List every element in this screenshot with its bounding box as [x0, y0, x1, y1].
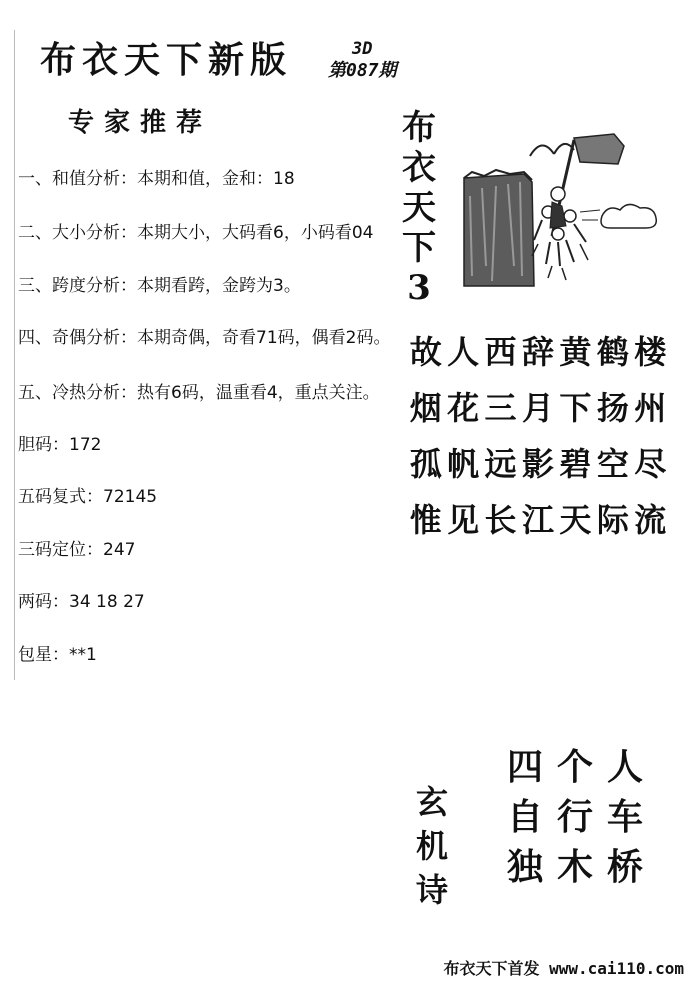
xuanji-char: 人 [606, 746, 643, 788]
poem-char: 黄 [559, 333, 592, 371]
xuanji-char: 桥 [606, 846, 643, 888]
poem-char: 天 [559, 501, 592, 539]
poem-char: 故 [409, 333, 442, 371]
poem-char: 尽 [634, 445, 667, 483]
xuanji-char: 车 [606, 796, 643, 838]
pick-star: 包星：**1 [18, 645, 97, 665]
issue-number [328, 38, 397, 82]
poem-char: 影 [521, 445, 554, 483]
poem-char: 扬 [596, 389, 629, 427]
right-title [395, 108, 443, 308]
pick-dan: 胆码：172 [18, 435, 102, 455]
xuanji-char: 木 [556, 846, 593, 888]
poem-char: 长 [484, 501, 517, 539]
xuanji-label [414, 780, 450, 912]
poem-char: 楼 [634, 333, 667, 371]
issue-game: 3D [352, 39, 373, 59]
poem-char: 花 [447, 389, 480, 427]
poem-char: 见 [447, 501, 480, 539]
poem-char: 际 [596, 501, 629, 539]
poem-char: 人 [447, 333, 480, 371]
right-title-char: 布 [402, 108, 436, 148]
right-title-char: 衣 [402, 148, 436, 188]
pick-three: 三码定位：247 [18, 540, 136, 560]
right-title-char: 天 [402, 188, 436, 228]
poem-char: 州 [634, 389, 667, 427]
poem-char: 流 [634, 501, 667, 539]
poem-char: 鹤 [596, 333, 629, 371]
poem-char: 月 [521, 389, 554, 427]
poem-grid [407, 326, 669, 546]
page-subtitle: 专家推荐 [68, 108, 213, 138]
footer-source: 布衣天下首发 www.cai110.com [443, 959, 684, 978]
poem-char: 远 [484, 445, 517, 483]
xuanji-char: 行 [556, 796, 593, 838]
poem-char: 空 [596, 445, 629, 483]
xuanji-label-char: 机 [415, 827, 448, 865]
xuanji-char: 自 [506, 796, 543, 838]
poem-char: 下 [559, 389, 592, 427]
xuanji-label-char: 诗 [415, 871, 448, 909]
right-title-char: 下 [402, 228, 436, 268]
xuanji-char: 独 [506, 846, 543, 888]
analysis-size: 二、大小分析：本期大小，大码看6，小码看04 [18, 223, 374, 243]
poem-char: 惟 [409, 501, 442, 539]
poem-char: 烟 [409, 389, 442, 427]
issue-period: 第087期 [328, 60, 397, 81]
xuanji-label-char: 玄 [415, 783, 448, 821]
analysis-span: 三、跨度分析：本期看跨，金跨为3。 [18, 276, 301, 296]
poem-char: 孤 [409, 445, 442, 483]
pick-five: 五码复式：72145 [18, 487, 158, 507]
analysis-sum: 一、和值分析：本期和值，金和：18 [18, 169, 295, 189]
analysis-hotcold: 五、冷热分析：热有6码，温重看4，重点关注。 [18, 383, 380, 403]
xuanji-char: 四 [506, 746, 543, 788]
poem-char: 碧 [559, 445, 592, 483]
poem-char: 帆 [447, 445, 480, 483]
poem-char: 辞 [521, 333, 554, 371]
analysis-parity: 四、奇偶分析：本期奇偶，奇看71码，偶看2码。 [18, 328, 391, 348]
poem-char: 西 [484, 333, 517, 371]
poem-char: 三 [484, 389, 517, 427]
xuanji-char: 个 [556, 746, 593, 788]
cliff-cartoon-illustration [462, 116, 662, 291]
pick-two: 两码：34 18 27 [18, 592, 145, 612]
right-title-char: 3 [407, 268, 431, 308]
xuanji-poem-grid [500, 742, 650, 892]
poem-char: 江 [521, 501, 554, 539]
left-border [14, 30, 15, 680]
page-title: 布衣天下新版 [40, 39, 293, 81]
